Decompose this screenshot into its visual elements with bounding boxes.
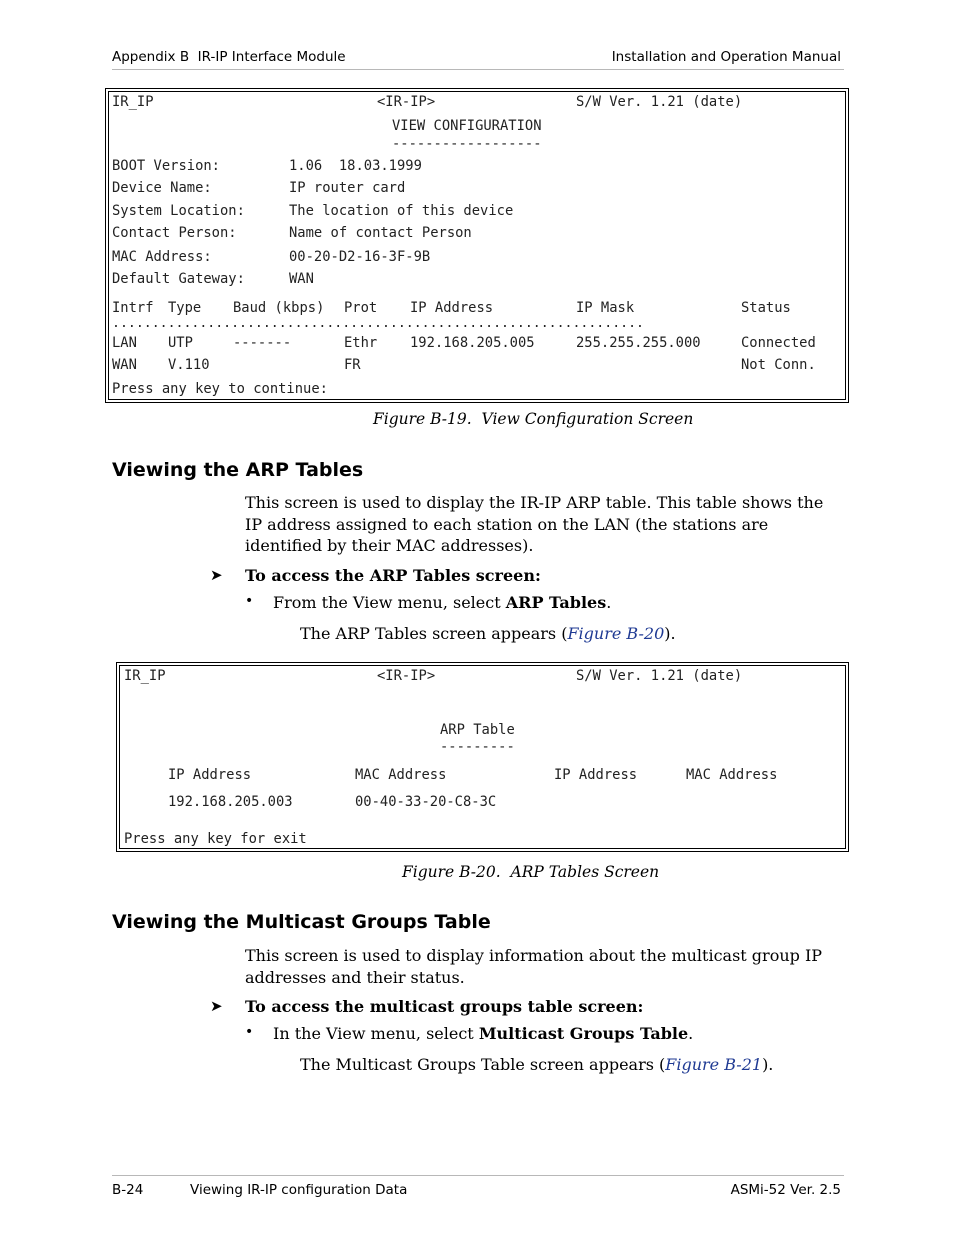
fig20-title-right: S/W Ver. 1.21 (date)	[576, 668, 743, 684]
fig20-col-mac-1: MAC Address	[355, 767, 447, 783]
fig19-col-ip: IP Address	[410, 300, 494, 316]
fig19-field-label: MAC Address:	[112, 249, 212, 265]
fig19-field-label: Contact Person:	[112, 225, 237, 241]
header-rule	[112, 69, 844, 70]
fig20-heading-underline: ---------	[440, 739, 515, 755]
fig19-field-value: Name of contact Person	[289, 225, 472, 241]
arrow-icon: ➤	[210, 997, 223, 1015]
footer-doc: ASMi-52 Ver. 2.5	[730, 1182, 841, 1198]
table-cell: LAN	[112, 335, 137, 351]
fig19-field-value: 00-20-D2-16-3F-9B	[289, 249, 431, 265]
section-arp-paragraph: This screen is used to display the IR-IP ARP table. This table shows the IP address assigned to each station on the LAN (the stations are identified by their MAC addresses).	[245, 493, 824, 555]
fig19-field-label: System Location:	[112, 203, 245, 219]
section-heading-arp: Viewing the ARP Tables	[112, 459, 364, 481]
fig20-title-mid: <IR-IP>	[377, 668, 436, 684]
fig19-col-prot: Prot	[344, 300, 378, 316]
fig19-col-intrf: Intrf	[112, 300, 154, 316]
fig19-field-value: The location of this device	[289, 203, 514, 219]
fig19-col-status: Status	[741, 300, 791, 316]
fig20-row-ip: 192.168.205.003	[168, 794, 293, 810]
fig19-col-type: Type	[168, 300, 202, 316]
fig19-caption: Figure B-19. View Configuration Screen	[373, 410, 694, 428]
footer-rule	[112, 1175, 844, 1176]
fig19-field-label: Device Name:	[112, 180, 212, 196]
fig19-title-left: IR_IP	[112, 94, 154, 110]
section-heading-multicast: Viewing the Multicast Groups Table	[112, 911, 491, 933]
footer-section: Viewing IR-IP configuration Data	[190, 1182, 408, 1198]
fig19-heading: VIEW CONFIGURATION	[392, 118, 542, 134]
section-mc-bullet: In the View menu, select Multicast Groups Table.	[273, 1024, 694, 1043]
table-cell: 192.168.205.005	[410, 335, 535, 351]
table-cell: Ethr	[344, 335, 378, 351]
header-left: Appendix B IR-IP Interface Module	[112, 49, 346, 65]
fig19-title-mid: <IR-IP>	[377, 94, 436, 110]
fig20-row-mac: 00-40-33-20-C8-3C	[355, 794, 497, 810]
fig19-field-label: BOOT Version:	[112, 158, 220, 174]
fig20-col-mac-2: MAC Address	[686, 767, 778, 783]
table-cell: 255.255.255.000	[576, 335, 701, 351]
fig19-footer: Press any key to continue:	[112, 381, 328, 397]
fig20-col-ip-1: IP Address	[168, 767, 252, 783]
section-arp-result: The ARP Tables screen appears (Figure B-20).	[300, 624, 676, 643]
fig19-col-baud: Baud (kbps)	[233, 300, 325, 316]
fig20-col-ip-2: IP Address	[554, 767, 638, 783]
table-cell: Connected	[741, 335, 816, 351]
fig19-title-right: S/W Ver. 1.21 (date)	[576, 94, 743, 110]
fig20-frame-inner	[119, 665, 846, 849]
table-cell: Not Conn.	[741, 357, 816, 373]
fig19-field-value: WAN	[289, 271, 314, 287]
fig20-caption: Figure B-20. ARP Tables Screen	[402, 863, 660, 881]
arrow-icon: ➤	[210, 566, 223, 584]
table-cell: WAN	[112, 357, 137, 373]
bullet-icon: •	[245, 593, 254, 609]
fig20-heading: ARP Table	[440, 722, 515, 738]
fig20-title-left: IR_IP	[124, 668, 166, 684]
fig19-dots: ...................................................................	[112, 316, 644, 331]
fig19-field-value: IP router card	[289, 180, 406, 196]
table-cell: FR	[344, 357, 361, 373]
fig19-col-mask: IP Mask	[576, 300, 635, 316]
section-mc-result: The Multicast Groups Table screen appears (Figure B-21).	[300, 1055, 774, 1074]
fig19-heading-underline: ------------------	[392, 136, 542, 152]
fig19-field-value: 1.06 18.03.1999	[289, 158, 422, 174]
section-arp-step: To access the ARP Tables screen:	[245, 566, 541, 585]
table-cell: V.110	[168, 357, 210, 373]
bullet-icon: •	[245, 1024, 254, 1040]
header-right: Installation and Operation Manual	[611, 49, 841, 65]
figure-link[interactable]: Figure B-20	[567, 624, 665, 643]
section-mc-paragraph: This screen is used to display information about the multicast group IP addresses and their status.	[245, 946, 823, 987]
table-cell: -------	[233, 335, 292, 351]
fig20-footer: Press any key for exit	[124, 831, 307, 847]
section-arp-bullet: From the View menu, select ARP Tables.	[273, 593, 612, 612]
footer-page-number: B-24	[112, 1182, 144, 1198]
table-cell: UTP	[168, 335, 193, 351]
figure-link[interactable]: Figure B-21	[665, 1055, 763, 1074]
section-mc-step: To access the multicast groups table screen:	[245, 997, 644, 1016]
fig19-field-label: Default Gateway:	[112, 271, 245, 287]
